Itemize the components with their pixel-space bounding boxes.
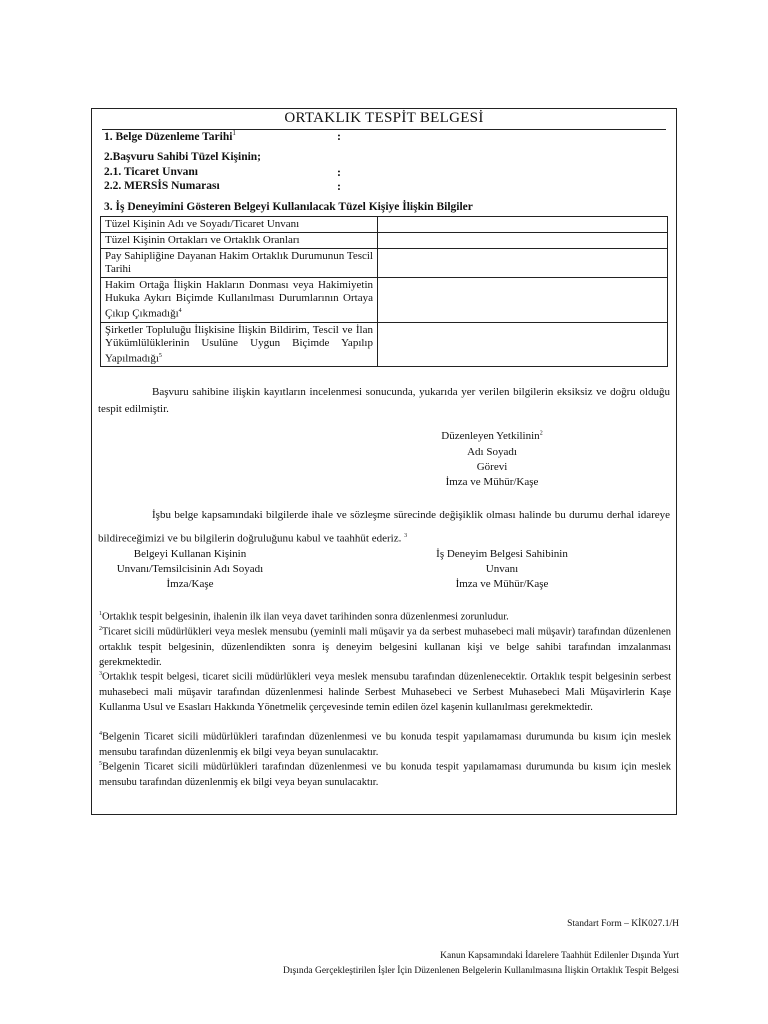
official-position: Görevi xyxy=(476,461,508,473)
field-issue-date-value: : xyxy=(337,129,341,143)
field-trade-name: 2.1. Ticaret Unvanı xyxy=(104,166,198,178)
sig-left-line3: İmza/Kaşe xyxy=(166,578,214,590)
official-name: Adı Soyadı xyxy=(467,446,517,458)
form-title: ORTAKLIK TESPİT BELGESİ xyxy=(284,110,484,126)
footer-title-line1: Kanun Kapsamındaki İdarelere Taahhüt Edilenler Dışında Yurt xyxy=(440,951,679,961)
table-row-value[interactable] xyxy=(378,217,668,233)
footnote-ref: 3 xyxy=(404,533,408,539)
form-frame xyxy=(91,108,677,815)
field-issue-date xyxy=(104,129,236,143)
footnote-ref: 4 xyxy=(178,308,182,314)
footnote-ref: 5 xyxy=(158,352,162,359)
table-row-label: Tüzel Kişinin Adı ve Soyadı/Ticaret Unvanı xyxy=(101,217,378,233)
sig-right-line3: İmza ve Mühür/Kaşe xyxy=(455,578,549,590)
table-row-value[interactable] xyxy=(378,233,668,249)
footnote-1: $^1$Ortaklık tespit belgesinin, ihalenin ilk ilan veya davet tarihinden sonra düzenlenmesi zorunludur. xyxy=(99,611,509,623)
section-3-title: 3. İş Deneyimini Gösteren Belgeyi Kullanılacak Tüzel Kişiye İlişkin Bilgiler xyxy=(104,201,473,213)
table-row xyxy=(101,233,668,249)
footnote-4: $^4$Belgenin Ticaret sicili müdürlükleri tarafından düzenlenmesi ve bu konuda tespit yapılamaması durumunda bu kısım için meslek mensubu tarafından düzenlenmiş ek bilgi veya beyan sunulacaktır. xyxy=(99,731,671,758)
table-row-value[interactable] xyxy=(378,278,668,323)
footnote-2: $^2$Ticaret sicili müdürlükleri veya meslek mensubu (yeminli mali müşavir ya da serbest muhasebeci mali müşavir) tarafından düzenlenen ortaklık tespit belgesinin, düzenlendikten sonra iş deneyim belgesini kullanan kişi ve belge sahibi tarafından imzalanması gerekmektedir. xyxy=(99,626,671,668)
commitment-statement: İşbu belge kapsamındaki bilgilerde ihale ve sözleşme sürecinde değişiklik olması halinde bu durumu derhal idareye bildireceğimizi ve bu bilgilerin doğruluğunu kabul ve taahhüt ederiz. $^3$ xyxy=(98,509,670,545)
footnote-5: $^5$Belgenin Ticaret sicili müdürlükleri tarafından düzenlenmesi ve bu konuda tespit yapılamaması durumunda bu kısım için meslek mensubu tarafından düzenlenmiş ek bilgi veya beyan sunulacaktır. xyxy=(99,761,671,788)
field-applicant-heading: 2.Başvuru Sahibi Tüzel Kişinin; xyxy=(104,151,262,163)
field-trade-name-value: : xyxy=(337,165,341,179)
form-code: Standart Form – KİK027.1/H xyxy=(567,919,679,929)
table-row-value[interactable] xyxy=(378,249,668,278)
sig-right-line1: İş Deneyim Belgesi Sahibinin xyxy=(436,548,568,560)
sig-left-line1: Belgeyi Kullanan Kişinin xyxy=(133,548,247,560)
table-row-label: Tüzel Kişinin Ortakları ve Ortaklık Oranları xyxy=(101,233,378,249)
table-row xyxy=(101,217,668,233)
table-row-value[interactable] xyxy=(378,322,668,367)
official-signature: İmza ve Mühür/Kaşe xyxy=(445,476,539,488)
sig-right-line2: Unvanı xyxy=(485,563,519,575)
field-mersis-number-value: : xyxy=(337,179,341,193)
sig-left-line2: Unvanı/Temsilcisinin Adı Soyadı xyxy=(116,563,264,575)
entity-info-table xyxy=(100,216,668,367)
table-row xyxy=(101,278,668,323)
official-title: Düzenleyen Yetkilinin$^2$ xyxy=(441,430,543,442)
footnote-ref: 2 xyxy=(539,430,543,437)
table-row-label: Hakim Ortağa İlişkin Hakların Donması veya Hakimiyetin Hukuka Aykırı Biçimde Kullanılması Durumlarının Ortaya Çıkıp Çıkmadığı$^4$ xyxy=(101,278,378,323)
verification-statement: Başvuru sahibine ilişkin kayıtların incelenmesi sonucunda, yukarıda yer verilen bilgilerin eksiksiz ve doğru olduğu tespit edilmiştir. xyxy=(98,386,670,415)
table-row-label: Şirketler Topluluğu İlişkisine İlişkin Bildirim, Tescil ve İlan Yükümlülüklerinin Usulüne Uygun Biçimde Yapılıp Yapılmadığı$^5$ xyxy=(101,322,378,367)
field-mersis-number: 2.2. MERSİS Numarası xyxy=(104,180,220,192)
table-row xyxy=(101,322,668,367)
field-issue-date-label: 1. Belge Düzenleme Tarihi xyxy=(104,130,233,143)
footnote-ref: 1 xyxy=(232,129,236,137)
table-row-label: Pay Sahipliğine Dayanan Hakim Ortaklık Durumunun Tescil Tarihi xyxy=(101,249,378,278)
footnote-3: $^3$Ortaklık tespit belgesi, ticaret sicili müdürlükleri veya meslek mensubu tarafından düzenlenecektir. Ortaklık tespit belgesinin serbest muhasebeci mali müşavir tarafından düzenlenmesi halinde Serbest Muhasebeci ve Serbest Muhasebeci Mali Müşavirlerin Kaşe Kullanma Usul ve Esasları Hakkında Yönetmelik çerçevesinde temin edilen özel kaşenin kullanılması gerekmektedir. xyxy=(99,671,671,713)
footer-title-line2: Dışında Gerçekleştirilen İşler İçin Düzenlenen Belgelerin Kullanılmasına İlişkin Ortaklık Tespit Belgesi xyxy=(283,966,679,976)
table-row xyxy=(101,249,668,278)
